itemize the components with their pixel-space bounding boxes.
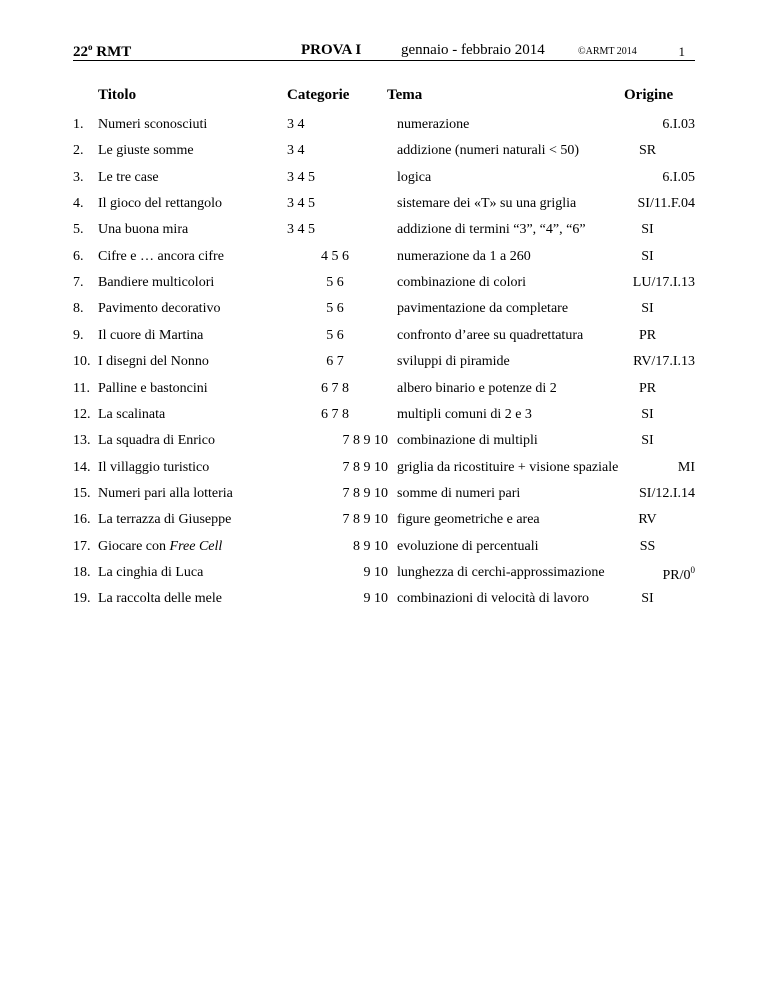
table-row [0,460,768,480]
row-number: 12. [73,406,91,422]
row-title: Il gioco del rettangolo [98,196,223,212]
row-number: 2. [73,143,84,159]
row-number: 14. [73,459,91,475]
row-theme: combinazione di multipli [397,433,538,449]
header-page-number: 1 [678,44,685,59]
row-categories: 3 4 5 [287,196,315,212]
row-categories: 6 7 [326,354,344,370]
row-title: La raccolta delle mele [98,591,222,607]
row-theme: numerazione [397,117,470,132]
row-number: 3. [73,169,84,185]
table-row [0,354,768,374]
row-theme: figure geometriche e area [397,512,540,528]
row-title: Pavimento decorativo [98,301,221,317]
table-row [0,381,768,401]
table-row [0,539,768,559]
table-row [0,591,768,611]
row-title: Il cuore di Martina [98,327,204,343]
row-categories: 3 4 [287,143,305,159]
row-origin: SS [639,538,656,554]
row-title: Le giuste somme [98,143,194,159]
table-row [0,433,768,453]
column-header-tema: Tema [387,87,423,103]
row-origin: LU/17.I.13 [632,275,695,291]
header-edition: 22$^o$ RMT [73,42,132,60]
row-categories: 9 10 [363,564,388,580]
table-row [0,565,768,585]
row-title: I disegni del Nonno [98,354,209,370]
row-origin: SI/12.I.14 [639,485,695,501]
row-theme: numerazione da 1 a 260 [397,248,531,264]
row-theme: pavimentazione da completare [397,301,569,317]
row-origin: SI [641,301,654,317]
row-number: 1. [73,117,84,132]
row-categories: 6 7 8 [321,406,349,422]
row-categories: 7 8 9 10 [342,512,388,528]
table-row [0,328,768,348]
row-number: 4. [73,196,84,212]
row-theme: combinazioni di velocità di lavoro [397,591,590,607]
column-header-titolo: Titolo [98,87,137,103]
page-header [73,38,695,61]
row-title: Il villaggio turistico [98,459,210,475]
row-origin: SR [638,143,657,159]
row-categories: 7 8 9 10 [342,433,388,449]
row-title: La terrazza di Giuseppe [98,512,232,528]
row-categories: 5 6 [326,301,344,317]
row-theme: sistemare dei «T» su una griglia [397,196,577,212]
row-number: 11. [73,380,90,396]
row-theme: multipli comuni di 2 e 3 [397,406,532,422]
row-origin: PR [638,327,657,343]
row-theme: lunghezza di cerchi-approssimazione [397,564,605,580]
row-title: La squadra di Enrico [98,433,216,449]
row-theme: confronto d’aree su quadrettatura [397,327,584,343]
row-theme: albero binario e potenze di 2 [397,380,557,396]
row-origin: SI [641,248,654,264]
row-origin: SI [641,433,654,449]
table-row [0,117,768,137]
row-number: 9. [73,327,84,343]
column-header-categorie: Categorie [287,87,350,103]
row-number: 13. [73,433,91,449]
row-origin: $PR/0^0$ [662,564,695,583]
row-title: Numeri pari alla lotteria [98,485,233,501]
row-number: 5. [73,222,84,238]
row-theme: addizione di termini “3”, “4”, “6” [397,222,586,238]
row-number: 7. [73,275,84,291]
table-row [0,275,768,295]
row-title: La cinghia di Luca [98,564,204,580]
row-categories: 3 4 5 [287,222,315,238]
table-row [0,222,768,242]
row-number: 6. [73,248,84,264]
row-origin: MI [677,459,695,475]
row-origin: 6.I.03 [662,117,695,132]
row-title: Giocare con Free Cell [98,538,223,554]
row-categories: 4 5 6 [321,248,349,264]
row-categories: 3 4 5 [287,169,315,185]
row-theme: evoluzione di percentuali [397,538,539,554]
row-title: Le tre case [98,169,159,185]
row-theme: somme di numeri pari [397,485,521,501]
row-number: 18. [73,564,91,580]
row-number: 10. [73,354,91,370]
row-categories: 9 10 [363,591,388,607]
table-row [0,486,768,506]
row-categories: 6 7 8 [321,380,349,396]
row-number: 17. [73,538,91,554]
table-row [0,249,768,269]
row-theme: addizione (numeri naturali < 50) [397,143,580,159]
row-origin: SI [641,406,654,422]
row-theme: griglia da ricostituire + visione spaziale [397,459,619,475]
row-number: 19. [73,591,91,607]
row-categories: 8 9 10 [353,538,388,554]
row-title: La scalinata [98,406,166,422]
row-number: 8. [73,301,84,317]
row-title: Una buona mira [98,222,189,238]
row-number: 15. [73,485,91,501]
table-row [0,301,768,321]
row-title: Cifre e … ancora cifre [98,248,224,264]
header-date: gennaio - febbraio 2014 [401,42,545,58]
header-copyright: ©ARMT 2014 [578,46,637,57]
row-title: Bandiere multicolori [98,275,215,291]
row-categories: 5 6 [326,275,344,291]
row-origin: SI/11.F.04 [637,196,695,212]
column-header-origine: Origine [624,87,674,103]
row-categories: 5 6 [326,327,344,343]
table-row [0,196,768,216]
row-title: Numeri sconosciuti [98,117,208,132]
header-prova: PROVA I [301,42,362,58]
row-categories: 7 8 9 10 [342,459,388,475]
table-row [0,512,768,532]
row-origin: RV/17.I.13 [633,354,695,370]
row-theme: logica [397,169,432,185]
row-theme: combinazione di colori [397,275,527,291]
row-theme: sviluppi di piramide [397,354,510,370]
table-row [0,143,768,163]
row-origin: RV [638,512,657,528]
row-number: 16. [73,512,91,528]
row-title: Palline e bastoncini [98,380,208,396]
row-categories: 3 4 [287,117,305,132]
row-categories: 7 8 9 10 [342,485,388,501]
row-origin: SI [641,222,654,238]
row-origin: 6.I.05 [662,169,695,185]
row-origin: SI [641,591,654,607]
table-row [0,407,768,427]
row-origin: PR [638,380,657,396]
table-row [0,170,768,190]
